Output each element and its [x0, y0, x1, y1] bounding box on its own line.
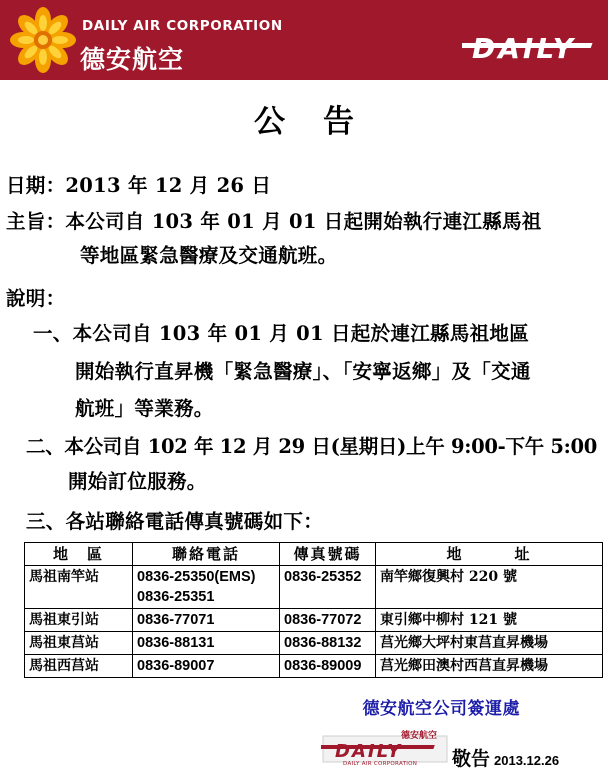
cell-area: 馬祖東莒站 — [25, 632, 133, 655]
table-row — [25, 655, 603, 678]
flower-logo-icon — [8, 6, 78, 74]
table-row — [25, 632, 603, 655]
item-1-line-1: 一、本公司自 103 年 01 月 01 日起於連江縣馬祖地區 — [33, 322, 530, 345]
svg-text:DAILY: DAILY — [335, 741, 403, 762]
company-chinese-name: 德安航空 — [80, 45, 185, 74]
subject-line-1: 主旨：本公司自 103 年 01 月 01 日起開始執行連江縣馬祖 — [6, 210, 542, 233]
notice-title: 公告 — [254, 104, 392, 140]
cell-area: 馬祖西莒站 — [25, 655, 133, 678]
cell-address: 莒光鄉田澳村西莒直昇機場 — [376, 655, 603, 678]
phone-primary: 0836-25350(EMS) — [137, 569, 256, 585]
cell-fax: 0836-25352 — [280, 566, 376, 609]
svg-text:德安航空: 德安航空 — [401, 731, 438, 741]
header-fax: 傳真號碼 — [280, 543, 376, 566]
cell-address: 南竿鄉復興村 220 號 — [376, 566, 603, 609]
item-2-line-2: 開始訂位服務。 — [68, 470, 207, 493]
svg-text:DAILY AIR CORPORATION: DAILY AIR CORPORATION — [343, 761, 418, 767]
cell-phone: 0836-89007 — [133, 655, 280, 678]
item-3-line-1: 三、各站聯絡電話傳真號碼如下： — [26, 510, 324, 533]
cell-fax: 0836-89009 — [280, 655, 376, 678]
cell-address: 東引鄉中柳村 121 號 — [376, 609, 603, 632]
department-signature: 德安航空公司簽運處 — [362, 699, 520, 719]
phone-secondary: 0836-25351 — [137, 589, 215, 605]
cell-area: 馬祖東引站 — [25, 609, 133, 632]
table-row — [25, 566, 603, 609]
closing-date: 2013.12.26 — [494, 753, 560, 768]
cell-phone — [133, 566, 280, 609]
header-address: 地 址 — [376, 543, 603, 566]
table-header-row — [25, 543, 603, 566]
company-english-name: DAILY AIR CORPORATION — [82, 18, 283, 34]
header-phone: 聯絡電話 — [133, 543, 280, 566]
cell-area: 馬祖南竿站 — [25, 566, 133, 609]
cell-address: 莒光鄉大坪村東莒直昇機場 — [376, 632, 603, 655]
respect-closing — [452, 744, 559, 771]
item-1-line-2: 開始執行直昇機「緊急醫療」、「安寧返鄉」及「交通 — [75, 360, 531, 383]
date-line: 日期：2013 年 12 月 26 日 — [6, 174, 272, 197]
contacts-table — [24, 542, 603, 678]
daily-brand-logo — [462, 28, 600, 64]
respect-text: 敬告 — [452, 748, 491, 770]
cell-fax: 0836-77072 — [280, 609, 376, 632]
item-1-line-3: 航班」等業務。 — [75, 397, 214, 420]
cell-phone: 0836-77071 — [133, 609, 280, 632]
cell-phone: 0836-88131 — [133, 632, 280, 655]
item-2-line-1: 二、本公司自 102 年 12 月 29 日(星期日)上午 9:00-下午 5:00 — [26, 435, 598, 458]
table-row — [25, 609, 603, 632]
cell-fax: 0836-88132 — [280, 632, 376, 655]
explanation-label: 說明： — [6, 287, 66, 310]
svg-text:DAILY: DAILY — [472, 32, 577, 64]
daily-small-logo — [321, 728, 449, 768]
subject-line-2: 等地區緊急醫療及交通航班。 — [80, 244, 338, 267]
header-banner — [0, 0, 608, 80]
header-area: 地 區 — [25, 543, 133, 566]
